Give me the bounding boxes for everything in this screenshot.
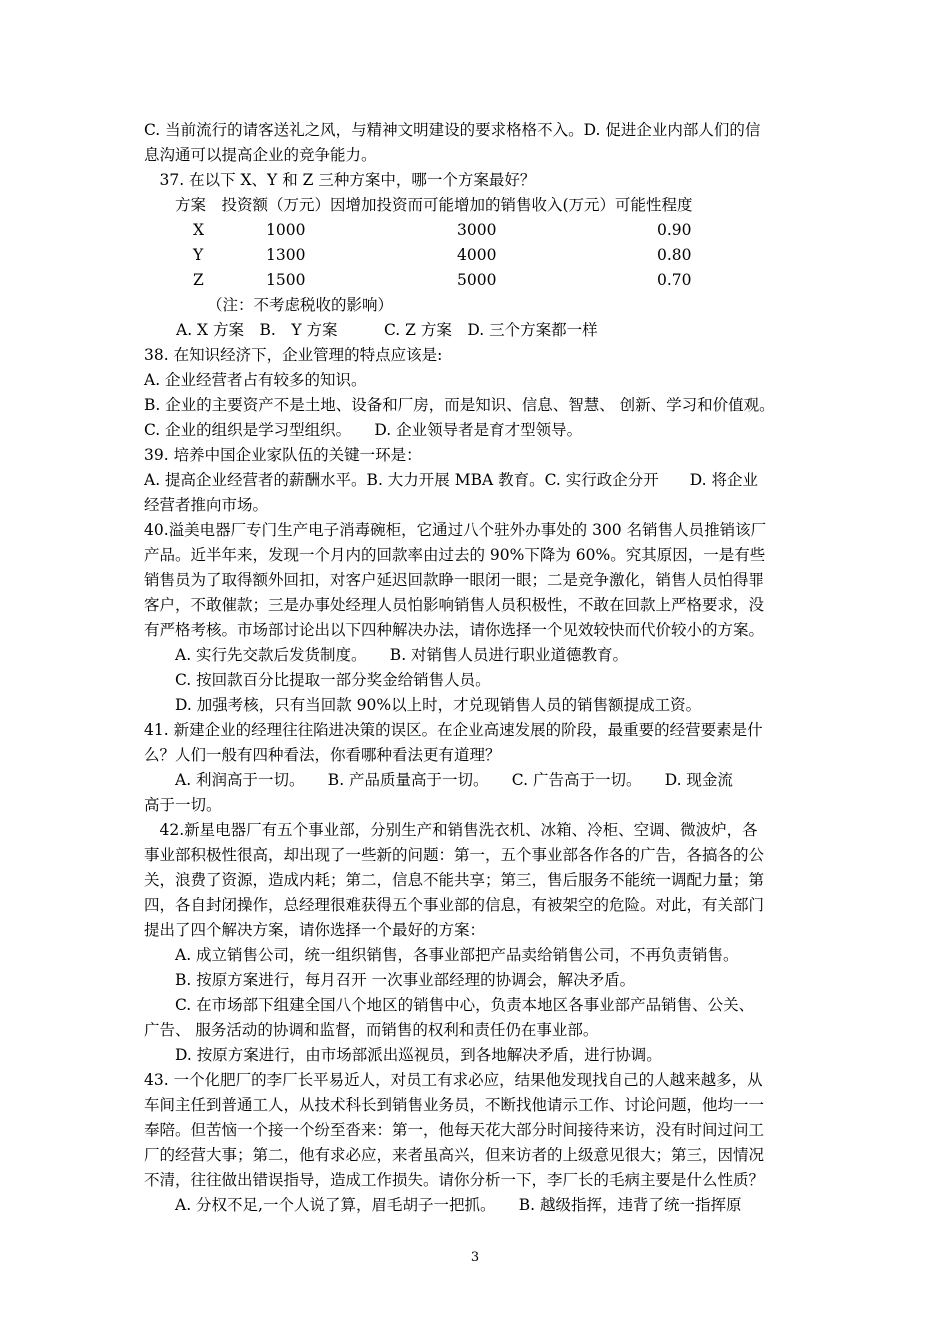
text-line: 息沟通可以提高企业的竞争能力。 [144, 146, 377, 164]
text-line: C. 按回款百分比提取一部分奖金给销售人员。 [144, 671, 491, 689]
text-line: A. 提高企业经营者的薪酬水平。B. 大力开展 MBA 教育。C. 实行政企分开 D. 将企业 [144, 471, 758, 489]
table-cell: 0.80 [657, 246, 692, 264]
question-38: 38. 在知识经济下，企业管理的特点应该是: [144, 346, 443, 364]
table-cell: 0.90 [657, 221, 692, 239]
text-line: 么？人们一般有四种看法，你看哪种看法更有道理？ [144, 746, 501, 764]
question-42: 42.新星电器厂有五个事业部，分别生产和销售洗衣机、冰箱、冷柜、空调、微波炉，各 [144, 821, 758, 839]
question-39: 39. 培养中国企业家队伍的关键一环是： [144, 446, 422, 464]
table-cell: 4000 [457, 246, 497, 264]
text-line: A. 分权不足,一个人说了算，眉毛胡子一把抓。 B. 越级指挥，违背了统一指挥原 [144, 1196, 742, 1214]
text-line: A. 实行先交款后发货制度。 B. 对销售人员进行职业道德教育。 [144, 646, 629, 664]
page-number: 3 [470, 1250, 480, 1265]
text-line: 客户，不敢催款；三是办事处经理人员怕影响销售人员积极性，不敢在回款上严格要求，没 [144, 596, 765, 614]
text-line: A. 成立销售公司，统一组织销售，各事业部把产品卖给销售公司，不再负责销售。 [144, 946, 739, 964]
text-line: 厂的经营大事；第二，他有求必应，来者虽高兴，但来访者的上级意见很大；第三，因情况 [144, 1146, 765, 1164]
question-37: 37. 在以下 X、Y 和 Z 三种方案中，哪一个方案最好？ [144, 171, 536, 189]
text-line: 不清，往往做出错误指导，造成工作损失。请你分析一下，李厂长的毛病主要是什么性质？ [144, 1171, 765, 1189]
text-line: 关，浪费了资源，造成内耗；第二，信息不能共享；第三，售后服务不能统一调配力量；第 [144, 871, 765, 889]
text-line: 奉陪。但苦恼一个接一个纷至沓来：第一，他每天花大部分时间接待来访，没有时间过问工 [144, 1121, 765, 1139]
text-line: C. 企业的组织是学习型组织。 D. 企业领导者是育才型领导。 [144, 421, 583, 439]
text-line: 提出了四个解决方案，请你选择一个最好的方案： [144, 921, 486, 939]
table-cell: 1000 [266, 221, 306, 239]
text-line: 经营者推向市场。 [144, 496, 269, 514]
table-note: （注：不考虑税收的影响） [207, 296, 394, 314]
text-line: C. 当前流行的请客送礼之风，与精神文明建设的要求格格不入。D. 促进企业内部人们的信 [144, 121, 761, 139]
text-line: A. 企业经营者占有较多的知识。 [144, 371, 367, 389]
table-cell: 1300 [266, 246, 306, 264]
table-cell: X [193, 221, 205, 239]
text-line: 四，各自封闭操作，总经理很难获得五个事业部的信息，有被架空的危险。对此，有关部门 [144, 896, 765, 914]
table-cell: Z [193, 271, 204, 289]
text-line: C. 在市场部下组建全国八个地区的销售中心，负责本地区各事业部产品销售、公关、 [144, 996, 755, 1014]
table-cell: 3000 [457, 221, 497, 239]
question-43: 43. 一个化肥厂的李厂长平易近人，对员工有求必应，结果他发现找自己的人越来越多，从 [144, 1071, 763, 1089]
question-41: 41. 新建企业的经理往往陷进决策的误区。在企业高速发展的阶段，最重要的经营要素是什 [144, 721, 763, 739]
text-line: 高于一切。 [144, 796, 222, 814]
text-line: 事业部积极性很高，却出现了一些新的问题：第一，五个事业部各作各的广告，各搞各的公 [144, 846, 765, 864]
text-line: B. 企业的主要资产不是土地、设备和厂房，而是知识、信息、智慧、 创新、学习和价值观。 [144, 396, 775, 414]
text-line: 有严格考核。市场部讨论出以下四种解决办法，请你选择一个见效较快而代价较小的方案。 [144, 621, 765, 639]
text-line: 产品。近半年来，发现一个月内的回款率由过去的 90%下降为 60%。究其原因，一是有些 [144, 546, 766, 564]
options-37: A. X 方案 B. Y 方案 C. Z 方案 D. 三个方案都一样 [176, 321, 598, 339]
text-line: A. 利润高于一切。 B. 产品质量高于一切。 C. 广告高于一切。 D. 现金流 [144, 771, 733, 789]
table-cell: 1500 [266, 271, 306, 289]
text-line: 销售员为了取得额外回扣，对客户延迟回款睁一眼闭一眼；二是竞争激化，销售人员怕得罪 [144, 571, 765, 589]
text-line: 广告、 服务活动的协调和监督，而销售的权利和责任仍在事业部。 [144, 1021, 599, 1039]
table-cell: 5000 [457, 271, 497, 289]
question-40: 40.溢美电器厂专门生产电子消毒碗柜，它通过八个驻外办事处的 300 名销售人员推销该厂 [144, 521, 767, 539]
text-line: 车间主任到普通工人，从技术科长到销售业务员，不断找他请示工作、讨论问题，他均一一 [144, 1096, 765, 1114]
table-cell: 0.70 [657, 271, 692, 289]
text-line: D. 加强考核，只有当回款 90%以上时，才兑现销售人员的销售额提成工资。 [144, 696, 702, 714]
table-header: 方案 投资额（万元）因增加投资而可能增加的销售收入(万元）可能性程度 [144, 196, 693, 214]
text-line: D. 按原方案进行，由市场部派出巡视员，到各地解决矛盾，进行协调。 [144, 1046, 662, 1064]
text-line: B. 按原方案进行，每月召开 一次事业部经理的协调会，解决矛盾。 [144, 971, 636, 989]
table-cell: Y [193, 246, 204, 264]
